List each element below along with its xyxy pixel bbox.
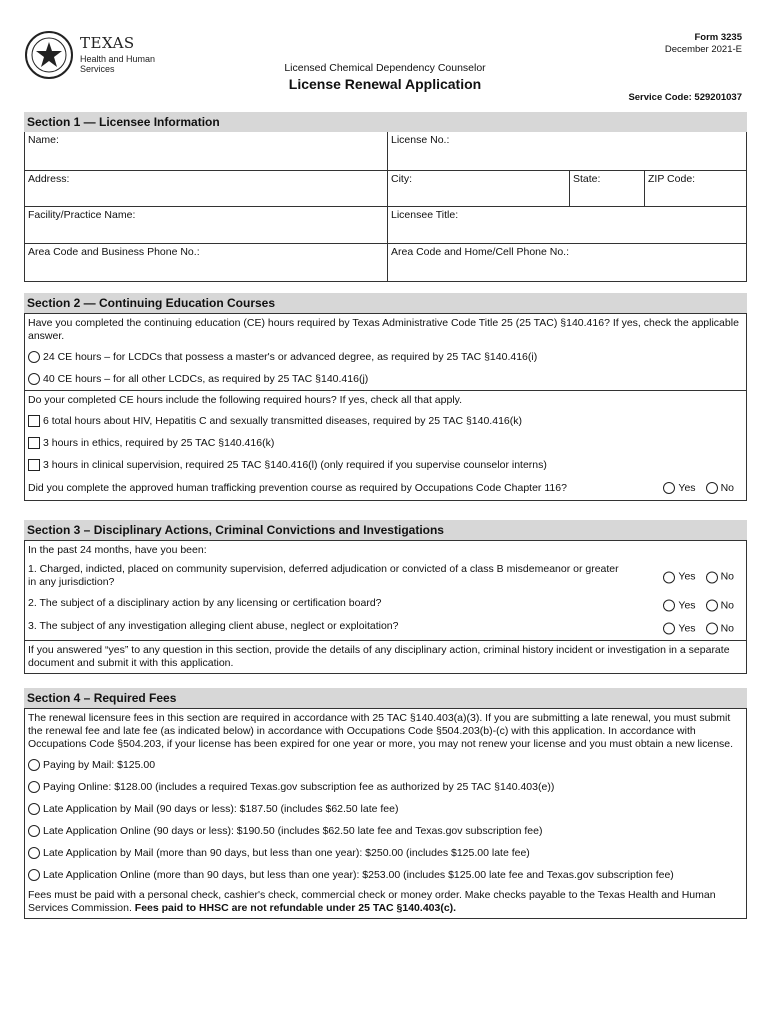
document-header — [0, 62, 770, 92]
document-subtitle: Licensed Chemical Dependency Counselor — [284, 62, 486, 74]
ce-24-option[interactable]: 24 CE hours – for LCDCs that possess a master's or advanced degree, as required by 25 TAC §140.416(i) — [25, 346, 746, 368]
disciplinary-box — [24, 540, 747, 674]
section-1-heading: Section 1 — Licensee Information — [24, 112, 747, 132]
city-field[interactable]: City: — [387, 171, 569, 206]
license-no-field[interactable]: License No.: — [387, 132, 746, 170]
section-4 — [24, 688, 747, 919]
trafficking-question: Did you complete the approved human trafficking prevention course as required by Occupations Code Chapter 116? Yes No — [25, 476, 746, 500]
ce-box — [24, 313, 747, 501]
trafficking-no-radio[interactable] — [706, 482, 718, 494]
logo-hhs: Health and Human Services — [80, 54, 156, 74]
fee-late-online-year-radio[interactable] — [28, 869, 40, 881]
form-number: Form 3235 — [694, 32, 742, 43]
fee-option-late-mail-year[interactable]: Late Application by Mail (more than 90 days, but less than one year): $250.00 (includes $125.00 late fee) — [25, 842, 746, 864]
disciplinary-q2: 2. The subject of a disciplinary action by any licensing or certification board? Yes No — [28, 597, 734, 611]
q1-yes-radio[interactable] — [663, 571, 675, 583]
q2-yes-no: Yes No — [663, 599, 734, 612]
supervision-hours-checkbox[interactable] — [28, 459, 40, 471]
disciplinary-note: If you answered “yes” to any question in this section, provide the details of any disciplinary action, criminal history incident or investigation in a separate document and submit it with this application. — [25, 640, 746, 673]
q3-yes-radio[interactable] — [663, 623, 675, 635]
fees-box — [24, 708, 747, 919]
fee-option-mail[interactable]: Paying by Mail: $125.00 — [25, 754, 746, 776]
document-title: License Renewal Application — [288, 76, 482, 92]
fees-intro: The renewal licensure fees in this section are required in accordance with 25 TAC §140.403(a)(3). If you are submitting a late renewal, you must submit the renewal fee and late fee (as indicated below) in accordance with Occupations Code §504.203(b)-(c) with this application. In accordance with Occupations Code §504.203, if your license has been expired for one year or more, you may not renew your license and you must obtain a new license. — [25, 708, 746, 754]
q1-no-radio[interactable] — [706, 571, 718, 583]
trafficking-yes-no: Yes No — [663, 479, 734, 497]
service-code: Service Code: 529201037 — [628, 92, 742, 103]
section-4-heading: Section 4 – Required Fees — [24, 688, 747, 708]
fee-late-mail-90-radio[interactable] — [28, 803, 40, 815]
state-field[interactable]: State: — [569, 171, 644, 206]
address-field[interactable]: Address: — [28, 173, 70, 185]
ce-24-radio[interactable] — [28, 351, 40, 363]
section-2-heading: Section 2 — Continuing Education Courses — [24, 293, 747, 313]
required-hours-question: Do your completed CE hours include the following required hours? If yes, check all that apply. — [25, 390, 746, 410]
q2-yes-radio[interactable] — [663, 600, 675, 612]
fees-refund-note: Fees paid to HHSC are not refundable under 25 TAC §140.403(c). — [134, 902, 457, 914]
ce-question: Have you completed the continuing education (CE) hours required by Texas Administrative Code Title 25 (25 TAC) §140.416? If yes, check the applicable answer. — [25, 313, 746, 346]
q1-yes-no: Yes No — [663, 571, 734, 584]
fee-option-late-online-year[interactable]: Late Application Online (more than 90 days, but less than one year): $253.00 (includes $125.00 late fee and Texas.gov subscription fee) — [25, 864, 746, 886]
supervision-hours-option[interactable]: 3 hours in clinical supervision, required 25 TAC §140.416(l) (only required if you supervise counselor interns) — [25, 454, 746, 476]
fees-note: Fees must be paid with a personal check, cashier's check, commercial check or money order. Make checks payable to the Texas Health and Human Services Commission. Fees paid to HHSC are not refundable under 25 TAC §140.403(c). — [28, 889, 716, 914]
logo-texas: TEXAS — [80, 34, 135, 52]
fee-mail-radio[interactable] — [28, 759, 40, 771]
business-phone-field[interactable]: Area Code and Business Phone No.: — [28, 246, 200, 258]
section-3 — [24, 520, 747, 674]
licensee-info-grid — [24, 132, 747, 282]
ethics-hours-checkbox[interactable] — [28, 437, 40, 449]
ce-40-radio[interactable] — [28, 373, 40, 385]
section-1 — [24, 112, 747, 282]
section-2 — [24, 293, 747, 501]
disciplinary-q3: 3. The subject of any investigation alleging client abuse, neglect or exploitation? Yes No — [28, 620, 734, 634]
fee-late-online-90-radio[interactable] — [28, 825, 40, 837]
disciplinary-q1: 1. Charged, indicted, placed on community supervision, deferred adjudication or convicted of a class B misdemeanor or greater in any jurisdiction? Yes No — [28, 563, 734, 588]
q2-no-radio[interactable] — [706, 600, 718, 612]
fee-late-mail-year-radio[interactable] — [28, 847, 40, 859]
licensee-title-field[interactable]: Licensee Title: — [387, 207, 746, 243]
facility-name-field[interactable]: Facility/Practice Name: — [28, 209, 136, 221]
hiv-hours-option[interactable]: 6 total hours about HIV, Hepatitis C and sexually transmitted diseases, required by 25 TAC §140.416(k) — [25, 410, 746, 432]
fee-option-online[interactable]: Paying Online: $128.00 (includes a required Texas.gov subscription fee as authorized by 25 TAC §140.403(e)) — [25, 776, 746, 798]
form-date: December 2021-E — [664, 44, 742, 55]
section-3-heading: Section 3 – Disciplinary Actions, Criminal Convictions and Investigations — [24, 520, 747, 540]
name-field[interactable]: Name: — [28, 134, 59, 146]
hiv-hours-checkbox[interactable] — [28, 415, 40, 427]
ethics-hours-option[interactable]: 3 hours in ethics, required by 25 TAC §140.416(k) — [25, 432, 746, 454]
fee-option-late-online-90[interactable]: Late Application Online (90 days or less): $190.50 (includes $62.50 late fee and Texas.gov subscription fee) — [25, 820, 746, 842]
q3-no-radio[interactable] — [706, 623, 718, 635]
fee-online-radio[interactable] — [28, 781, 40, 793]
home-phone-field[interactable]: Area Code and Home/Cell Phone No.: — [387, 244, 746, 281]
q3-yes-no: Yes No — [663, 622, 734, 635]
disciplinary-intro: In the past 24 months, have you been: — [25, 540, 746, 560]
zip-field[interactable]: ZIP Code: — [644, 171, 746, 206]
form-number-block — [665, 32, 742, 56]
trafficking-yes-radio[interactable] — [663, 482, 675, 494]
ce-40-option[interactable]: 40 CE hours – for all other LCDCs, as required by 25 TAC §140.416(j) — [25, 368, 746, 390]
fee-option-late-mail-90[interactable]: Late Application by Mail (90 days or less): $187.50 (includes $62.50 late fee) — [25, 798, 746, 820]
